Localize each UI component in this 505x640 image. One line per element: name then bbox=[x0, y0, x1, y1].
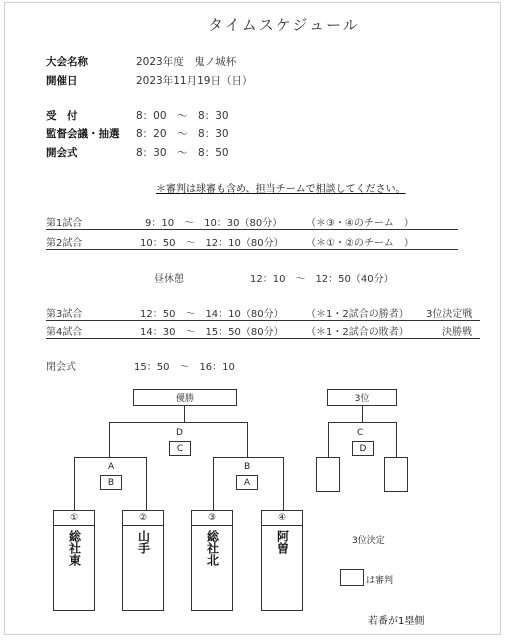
opening-label: 開会式 bbox=[46, 147, 78, 159]
bracket-line bbox=[74, 457, 75, 510]
third-umpire-code: D bbox=[359, 443, 367, 454]
match-2-underline bbox=[46, 249, 458, 250]
third-umpire-box bbox=[352, 441, 374, 456]
bracket-line bbox=[74, 457, 147, 458]
bracket-line bbox=[184, 406, 185, 423]
third-slot-right bbox=[384, 457, 408, 492]
match-1-underline bbox=[46, 229, 458, 230]
team-box-3 bbox=[191, 510, 233, 611]
match-2-time: 10：50 ～ 12：10（80分） bbox=[140, 238, 284, 249]
third-place-box bbox=[327, 389, 397, 406]
lunch-label: 昼休憩 bbox=[154, 274, 184, 285]
match-4-note: 決勝戦 bbox=[442, 327, 472, 338]
semi-a-umpire-code: B bbox=[107, 477, 115, 488]
meeting-label: 監督会議・抽選 bbox=[46, 128, 120, 140]
bracket-line bbox=[328, 422, 396, 423]
semi-b-umpire-box bbox=[236, 475, 258, 490]
closing-time: 15：50 ～ 16：10 bbox=[134, 362, 235, 373]
third-match-code: C bbox=[357, 428, 364, 438]
team-name: 総社東 bbox=[67, 530, 82, 566]
team-name: 阿曽 bbox=[275, 530, 290, 554]
final-umpire-code: C bbox=[176, 443, 184, 454]
match-4-time: 14：30 ～ 15：50（80分） bbox=[140, 327, 284, 338]
third-decide-label: 3位決定 bbox=[352, 536, 385, 546]
bracket-line bbox=[146, 457, 147, 510]
meeting-time: 8：20 ～ 8：30 bbox=[136, 128, 229, 140]
team-box-4 bbox=[261, 510, 303, 611]
team-name: 山手 bbox=[136, 530, 151, 554]
champion-label: 優勝 bbox=[175, 394, 194, 404]
tournament-label: 大会名称 bbox=[46, 56, 88, 68]
match-3-note: 3位決定戦 bbox=[426, 309, 473, 320]
team-number: ③ bbox=[192, 511, 232, 526]
team-number: ① bbox=[54, 511, 94, 526]
footer-note: 若番が1塁側 bbox=[368, 616, 425, 627]
date-label: 開催日 bbox=[46, 75, 78, 87]
team-name: 総社北 bbox=[205, 530, 220, 566]
match-3-underline bbox=[46, 320, 480, 321]
semi-b-umpire-code: A bbox=[243, 477, 251, 488]
bracket-line bbox=[283, 457, 284, 510]
page-title: タイムスケジュール bbox=[208, 16, 360, 34]
team-number: ④ bbox=[262, 511, 302, 526]
match-4-underline bbox=[46, 338, 480, 339]
match-2-teams: （＊①・②のチーム ） bbox=[306, 238, 414, 249]
match-4-name: 第4試合 bbox=[46, 327, 83, 338]
bracket-line bbox=[247, 422, 248, 457]
semi-a-umpire-box bbox=[100, 475, 122, 490]
bracket-line bbox=[213, 457, 284, 458]
tournament-value: 2023年度 鬼ノ城杯 bbox=[136, 56, 237, 68]
match-3-teams: （＊1・2試合の勝者） bbox=[306, 309, 409, 320]
match-3-time: 12：50 ～ 14：10（80分） bbox=[140, 309, 284, 320]
bracket-line bbox=[328, 422, 329, 457]
legend-umpire-text: は審判 bbox=[366, 576, 394, 586]
match-3-name: 第3試合 bbox=[46, 309, 83, 320]
team-box-1 bbox=[53, 510, 95, 611]
third-slot-left bbox=[316, 457, 340, 492]
reception-time: 8：00 ～ 8：30 bbox=[136, 110, 229, 122]
bracket-line bbox=[362, 406, 363, 423]
match-2-name: 第2試合 bbox=[46, 238, 83, 249]
semi-b-match-code: B bbox=[244, 462, 251, 472]
reception-label: 受 付 bbox=[46, 110, 78, 122]
closing-label: 閉会式 bbox=[46, 362, 76, 373]
match-1-teams: （＊③・④のチーム ） bbox=[306, 218, 414, 229]
match-4-teams: （＊1・2試合の敗者） bbox=[306, 327, 409, 338]
match-1-time: 9：10 ～ 10：30（80分） bbox=[145, 218, 283, 229]
bracket-line bbox=[109, 422, 248, 423]
date-value: 2023年11月19日（日） bbox=[136, 75, 253, 87]
third-place-label: 3位 bbox=[354, 394, 370, 404]
bracket-line bbox=[109, 422, 110, 457]
final-match-code: D bbox=[176, 428, 183, 438]
match-1-name: 第1試合 bbox=[46, 218, 83, 229]
umpire-note: ＊審判は球審も含め、担当チームで相談してください。 bbox=[156, 184, 406, 195]
team-box-2 bbox=[122, 510, 164, 611]
opening-time: 8：30 ～ 8：50 bbox=[136, 147, 229, 159]
team-number: ② bbox=[123, 511, 163, 526]
final-umpire-box bbox=[169, 441, 191, 456]
lunch-time: 12：10 ～ 12：50（40分） bbox=[250, 274, 394, 285]
legend-umpire-box bbox=[340, 569, 364, 586]
semi-a-match-code: A bbox=[108, 462, 115, 472]
champion-box bbox=[133, 389, 237, 406]
bracket-line bbox=[396, 422, 397, 457]
bracket-line bbox=[213, 457, 214, 510]
